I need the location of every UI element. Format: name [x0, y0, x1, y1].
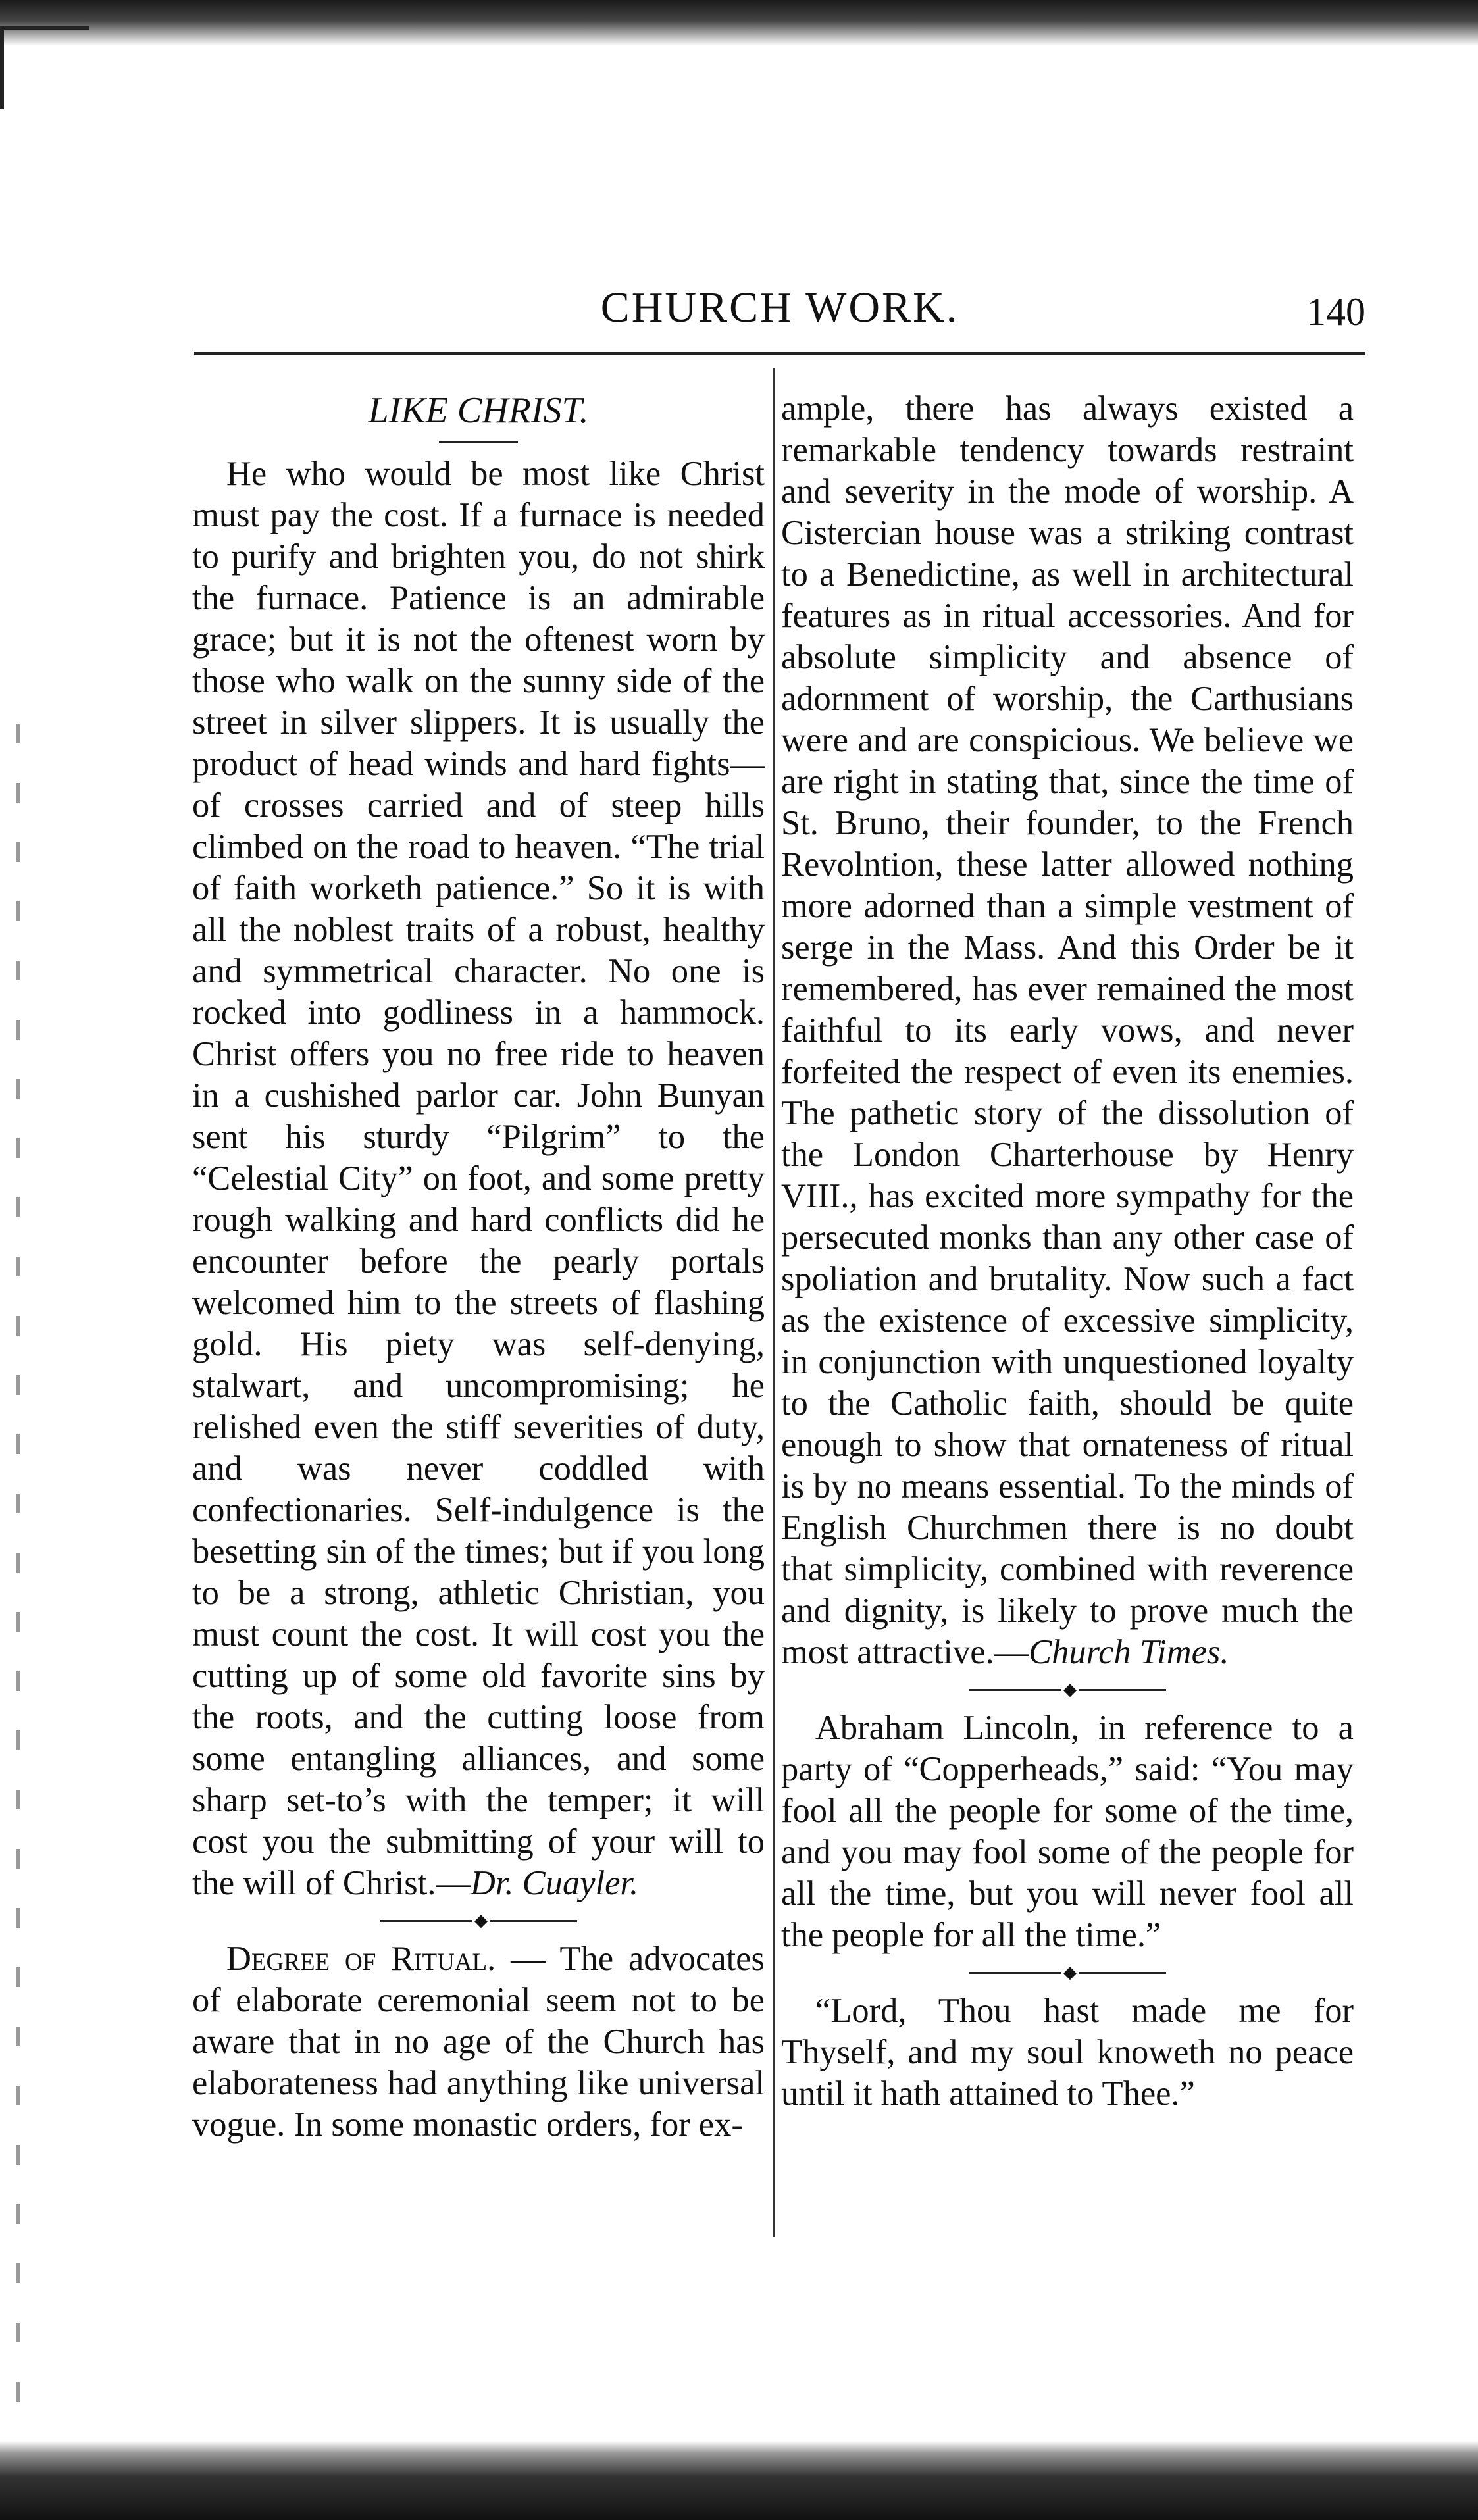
- article-body-text: ample, there has always existed a remarkable tendency towards restraint and severity in the mode of worship. A Cistercian house was a striking contrast to a Benedictine, as well in architectural features as in ritual accessories. And for absolute simplicity and absence of adornment of worship, the Carthusians were and are conspicious. We believe we are right in stating that, since the time of St. Bruno, their founder, to the French Revolntion, these latter allowed nothing more adorned than a simple vestment of serge in the Mass. And this Order be it remembered, has ever remained the most faithful to its early vows, and never forfeited the respect of even its enemies. The pathetic story of the dissolution of the London Charterhouse by Henry VIII., has excited more sympathy for the persecuted monks than any other case of spoliation and brutality. Now such a fact as the existence of excessive simplicity, in conjunction with unquestioned loyalty to the Catholic faith, should be quite enough to show that ornateness of ritual is by no means essential. To the minds of English Churchmen there is no doubt that simplicity, combined with reverence and dignity, is likely to prove much the most attractive.—: [781, 390, 1354, 1671]
- page-header: [194, 276, 1365, 342]
- scan-edge-bottom: [0, 2441, 1478, 2520]
- article-body: [192, 453, 765, 1904]
- section-separator: [380, 1911, 577, 1930]
- quote-paragraph: Abraham Lincoln, in reference to a party of “Copperheads,” said: “You may fool all the people for some of the time, and you may fool some of the people for all the time, but you will never fool all the people for all the time.”: [781, 1709, 1354, 1954]
- diamond-ornament-icon: ◆: [1061, 1967, 1079, 1978]
- article-body-text: — The advocates of elaborate ceremonial seem not to be aware that in no age of the Church has elaborateness had anything like universal vogue. In some monastic orders, for ex-: [192, 1940, 765, 2144]
- running-title: CHURCH WORK.: [600, 284, 959, 332]
- page-number: 140: [1306, 290, 1365, 334]
- article-body-text: He who would be most like Christ must pay the cost. If a furnace is needed to purify and brighten you, do not shirk the furnace. Patience is an admirable grace; but it is not the oftenest worn by those who walk on the sunny side of the street in silver slippers. It is usually the product of head winds and hard fights—of crosses carried and of steep hills climbed on the road to heaven. “The trial of faith worketh patience.” So it is with all the noblest traits of a robust, healthy and symmetrical character. No one is rocked into godliness in a hammock. Christ offers you no free ride to heaven in a cushished parlor car. John Bunyan sent his sturdy “Pilgrim” to the “Celestial City” on foot, and some pretty rough walking and hard conflicts did he encounter before the pearly portals welcomed him to the streets of flashing gold. His piety was self-denying, stalwart, and uncompromising; he relished even the stiff severities of duty, and was never coddled with confectionaries. Self-indulgence is the besetting sin of the times; but if you long to be a strong, athletic Christian, you must count the cost. It will cost you the cutting up of some old favorite sins by the roots, and the cutting loose from some entangling alliances, and some sharp set-to’s with the temper; it will cost you the submitting of your will to the will of Christ.—: [192, 455, 765, 1902]
- column-divider: [773, 368, 775, 2237]
- header-rule: [194, 352, 1365, 355]
- left-column: [192, 388, 765, 2146]
- article-attribution: Dr. Cuayler.: [470, 1864, 639, 1902]
- right-column: [781, 388, 1354, 2115]
- quote-paragraph: “Lord, Thou hast made me for Thyself, and my soul knoweth no peace until it hath attained to Thee.”: [781, 1992, 1354, 2113]
- article-attribution: Church Times.: [1029, 1633, 1229, 1671]
- scan-edge-corner: [0, 26, 89, 109]
- scan-edge-top: [0, 0, 1478, 46]
- title-rule: [439, 441, 518, 443]
- article-body-continued: [781, 388, 1354, 1673]
- article-title: LIKE CHRIST.: [368, 390, 589, 431]
- diamond-ornament-icon: ◆: [472, 1915, 490, 1927]
- diamond-ornament-icon: ◆: [1061, 1684, 1079, 1696]
- scan-edge-left-marks: [16, 724, 20, 2434]
- section-separator: [969, 1963, 1166, 1982]
- article-body: [192, 1938, 765, 2146]
- section-heading: Degree of Ritual.: [226, 1940, 496, 1978]
- section-separator: [969, 1680, 1166, 1700]
